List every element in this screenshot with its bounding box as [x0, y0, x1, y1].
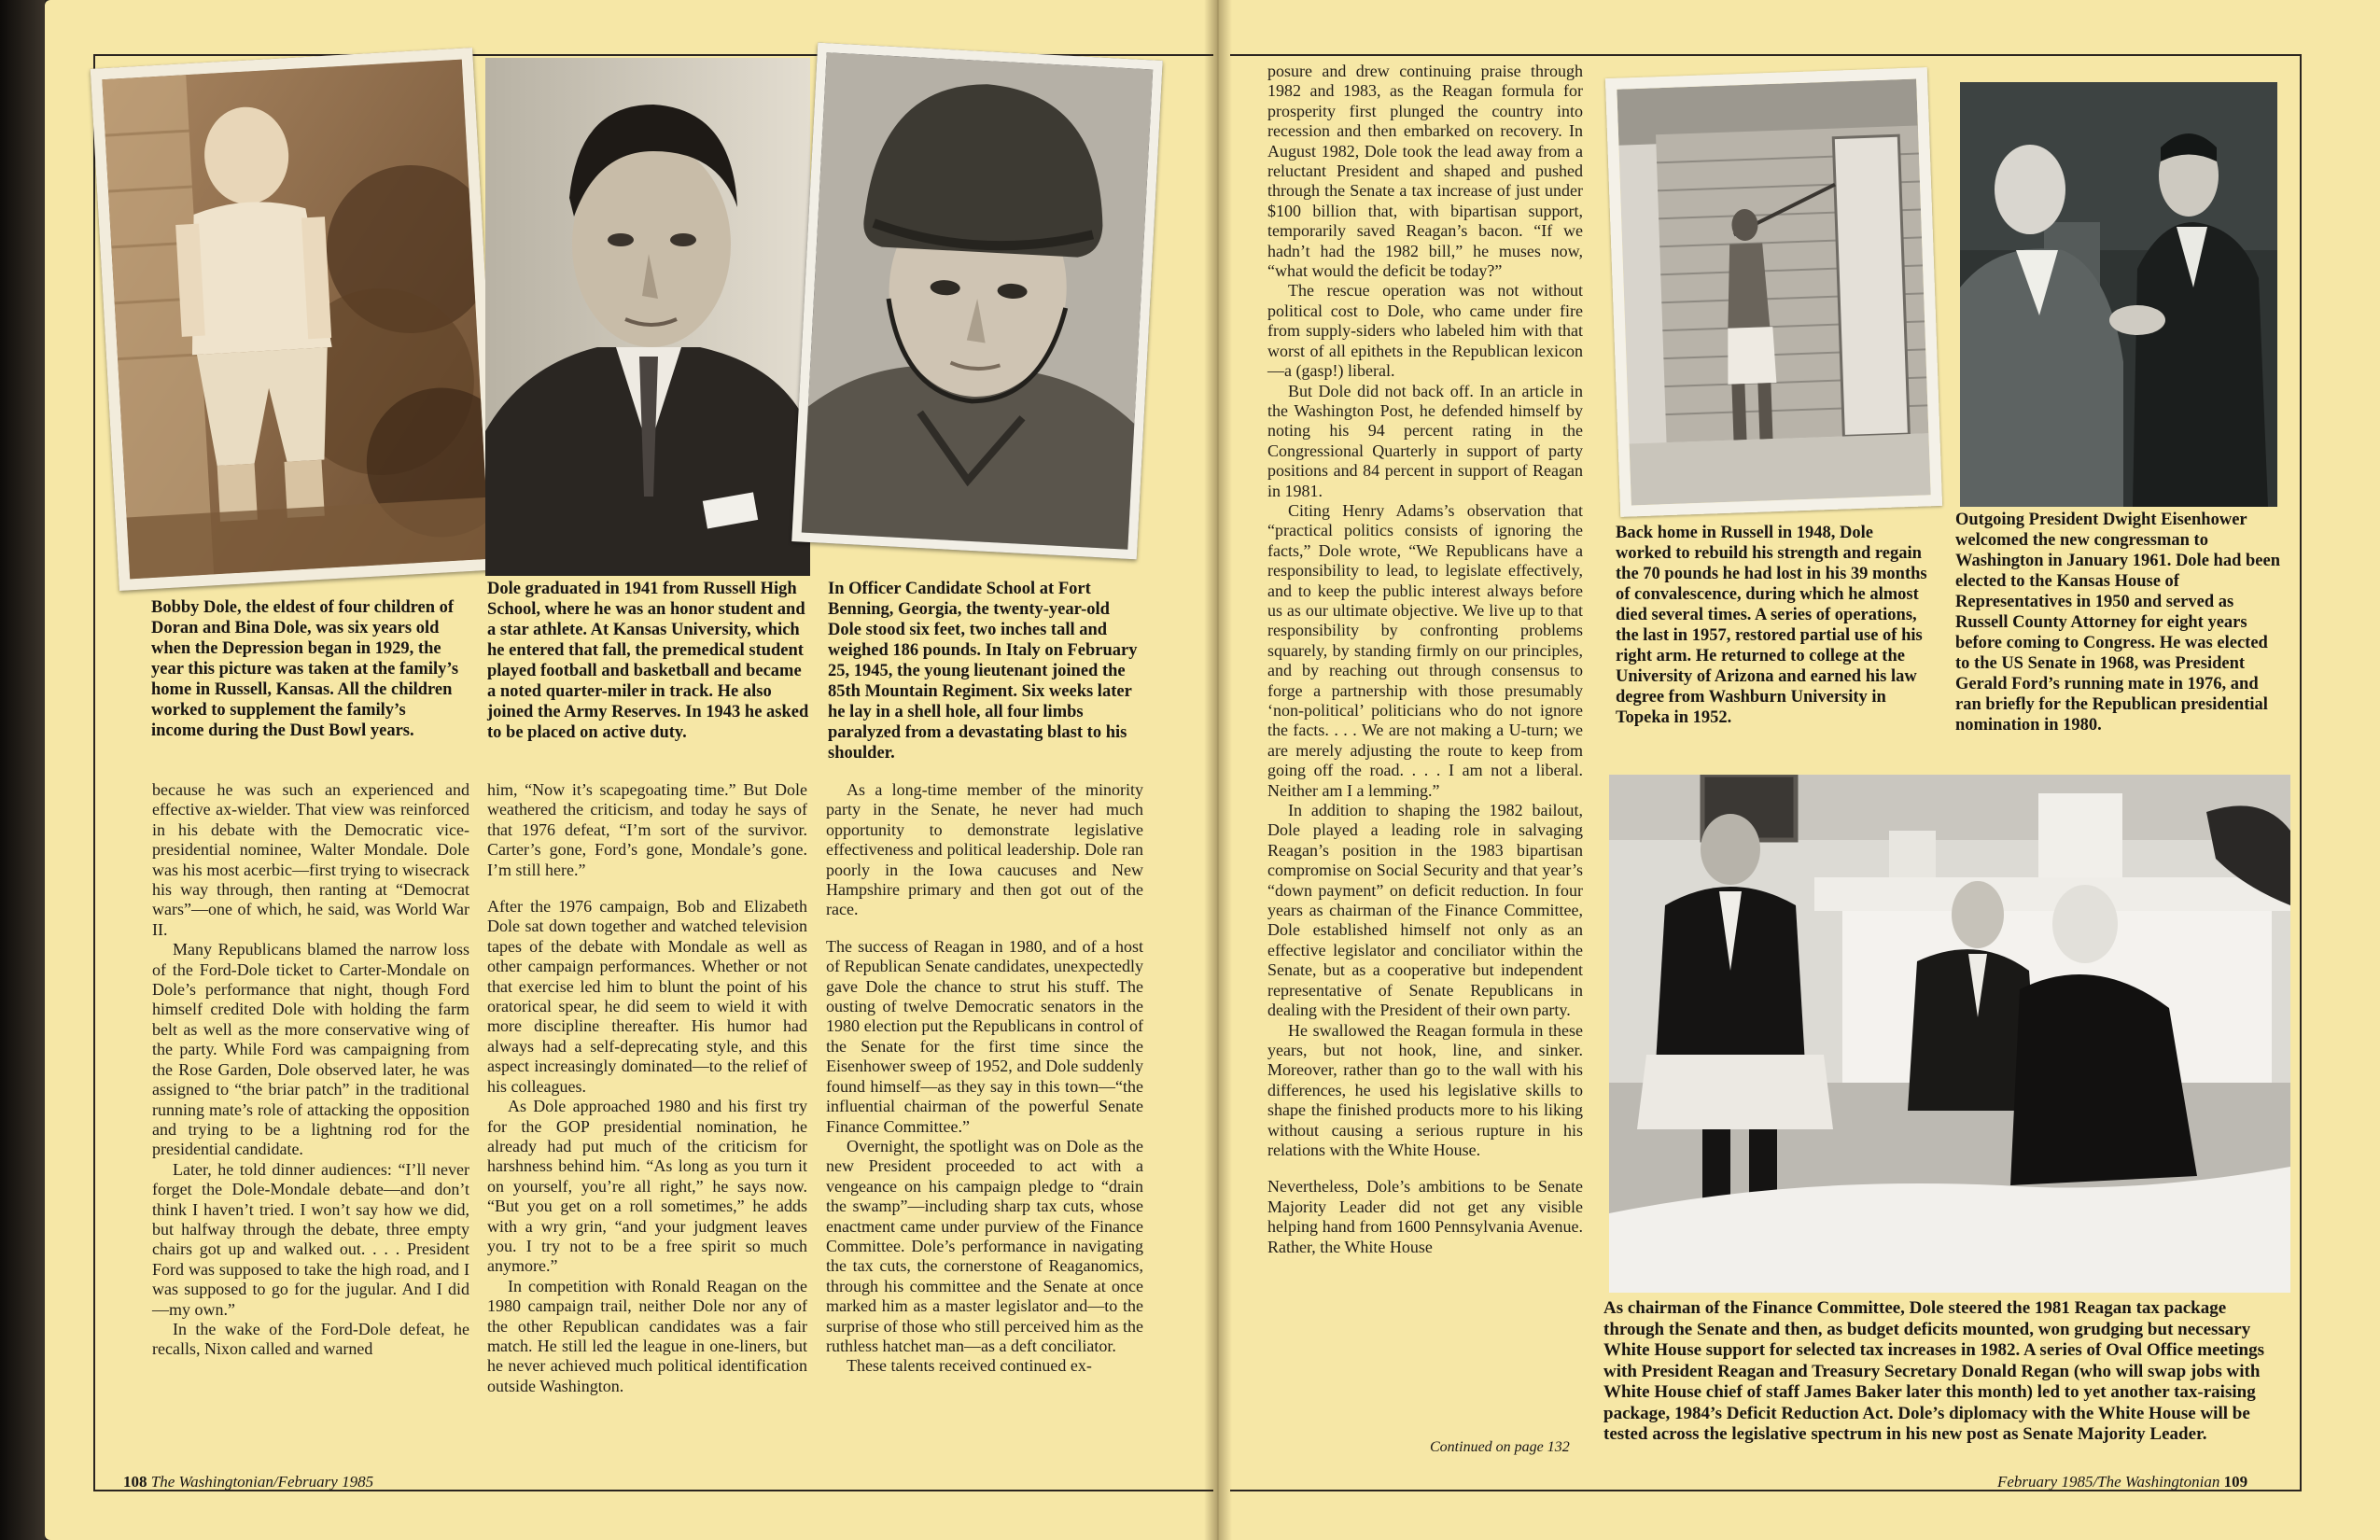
paragraph: In competition with Ronald Reagan on the 1980 campaign trail, neither Dole nor any of the other Republican candidates was a fair match. He still led the league in one-liners, but he never achieved much political identification outside Washington. [487, 1276, 807, 1395]
paragraph: The success of Reagan in 1980, and of a host of Republican Senate candidates, unexpectedly gave Dole the chance to strut his stuff. The ousting of twelve Democratic senators in the 1980 election put the Republicans in control of the Senate for the first time since the Eisenhower sweep of 1952, and Dole suddenly found himself—as they say in this town—“the influential chairman of the powerful Senate Finance Committee.” [826, 936, 1143, 1136]
soldier-caption: In Officer Candidate School at Fort Benning, Georgia, the twenty-year-old Dole stood six feet, two inches tall and weighed 186 pounds. In Italy on February 25, 1945, the young lieutenant joined the 85th Mountain Regiment. Six weeks later he lay in a shell hole, all four limbs paralyzed from a devastating blast to his shoulder. [828, 580, 1138, 763]
paragraph: As Dole approached 1980 and his first try for the GOP presidential nomination, he already had put much of the criticism for harshness behind him. “As long as you turn it on yourself, you’re all right,” he says now. “But you get on a roll sometimes,” he adds with a wry grin, “and your judgment leaves you. I try not to be a free spirit so much anymore.” [487, 1097, 807, 1276]
left-column-2 [487, 780, 807, 1396]
paragraph: As a long-time member of the minority party in the Senate, he never had much opportunity to demonstrate legislative effectiveness and political leadership. Dole ran poorly in the Iowa caucuses and New Hampshire primary and then got out of the race. [826, 780, 1143, 919]
right-column-1 [1267, 62, 1583, 1257]
paragraph: After the 1976 campaign, Bob and Elizabeth Dole sat down together and watched television tapes of the debate with Mondale as well as other campaign performances. Whether or not that exercise led him to blunt the point of his oratorical spear, he did seem to wield it with more discipline thereafter. His humor had always had a self-deprecating style, and this aspect increasingly dominated—to the relief of his colleagues. [487, 897, 807, 1096]
oval-office-caption: As chairman of the Finance Committee, Dole steered the 1981 Reagan tax package through the Senate and then, as budget deficits mounted, won grudging but necessary White House support for selected tax increases in 1982. A series of Oval Office meetings with President Reagan and Treasury Secretary Donald Regan (who will swap jobs with White House chief of staff James Baker later this month) led to yet another tax-raising package, 1984’s Deficit Reduction Act. Dole’s diplomacy with the White House will be tested across the legislative spectrum in his new post as Senate Majority Leader. [1603, 1298, 2265, 1444]
oval-office-photo [1609, 775, 2290, 1293]
paragraph: Many Republicans blamed the narrow loss of the Ford-Dole ticket to Carter-Mondale on Dole’s performance that night, though Ford himself credited Dole with holding the farm belt as well as the more conservative wing of the party. While Ford was campaigning from the Rose Garden, Dole observed later, he was assigned to “the briar patch” in the traditional running mate’s role of attacking the opposition and trying to be a lightning rod for the presidential candidate. [152, 940, 469, 1159]
paragraph: posure and drew continuing praise through 1982 and 1983, as the Reagan formula for prosperity first plunged the country into recession and then embarked on recovery. In August 1982, Dole took the lead away from a reluctant President and shaped and pushed through the Senate a tax increase of just under $100 billion that, with bipartisan support, temporarily saved Reagan’s bacon. “If we hadn’t had the 1982 bill,” he muses now, “what would the deficit be today?” [1267, 62, 1583, 281]
russell-caption: Back home in Russell in 1948, Dole worked to rebuild his strength and regain the 70 pounds he had lost in his 39 months of convalescence, during which he almost died several times. A series of operations, the last in 1957, restored partial use of his right arm. He returned to college at the University of Arizona and earned his law degree from Washburn University in Topeka in 1952. [1616, 524, 1927, 727]
paragraph: He swallowed the Reagan formula in these years, but not hook, line, and sinker. Moreover, rather than go to the wall with his differences, he used his legislative skills to shape the finished products more to his liking without causing a serious rupture in his relations with the White House. [1267, 1020, 1583, 1159]
paragraph: In the wake of the Ford-Dole defeat, he recalls, Nixon called and warned [152, 1319, 469, 1359]
eisenhower-caption: Outgoing President Dwight Eisenhower welcomed the new congressman to Washington in January 1961. Dole had been elected to the Kansas House of Representatives in 1950 and served as Russell County Attorney for eight years before coming to Congress. He was elected to the US Senate in 1968, was President Gerald Ford’s running mate in 1976, and ran briefly for the Republican presidential nomination in 1980. [1955, 511, 2280, 735]
baby-caption: Bobby Dole, the eldest of four children of Doran and Bina Dole, was six years old when the Depression began in 1929, the year this picture was taken at the family’s home in Russell, Kansas. All the children worked to supplement the family’s income during the Dust Bowl years. [151, 598, 459, 740]
graduate-portrait [485, 58, 810, 576]
paragraph: him, “Now it’s scapegoating time.” But Dole weathered the criticism, and today he says of that 1976 defeat, “I’m sort of the survivor. Carter’s gone, Ford’s gone, Mondale’s gone. I’m still here.” [487, 780, 807, 879]
left-folio [123, 1473, 373, 1491]
left-column-3 [826, 780, 1143, 1377]
paragraph: These talents received continued ex- [847, 1356, 1092, 1376]
right-folio [1997, 1473, 2247, 1491]
baby-photo [91, 48, 502, 591]
paragraph: In addition to shaping the 1982 bailout, Dole played a leading role in salvaging Reagan’s position in the 1983 bipartisan compromise on Social Security and that year’s “down payment” on deficit reduction. In four years as chairman of the Finance Committee, Dole established himself not only as an effective legislator and conciliator within the Senate, but as a cooperative but independent representative of Senate Republicans in dealing with the President of their own party. [1267, 801, 1583, 1020]
paragraph: Nevertheless, Dole’s ambitions to be Senate Majority Leader did not get any visible helping hand from 1600 Pennsylvania Avenue. Rather, the White House [1267, 1177, 1583, 1256]
page-number: 108 [123, 1473, 147, 1491]
soldier-photo [791, 43, 1162, 560]
eisenhower-photo [1960, 82, 2277, 507]
publication-line: The Washingtonian/February 1985 [150, 1473, 374, 1491]
paragraph: But Dole did not back off. In an article in the Washington Post, he defended himself by noting his 94 percent rating in the Congressional Quarterly in support of party positions and 84 percent in support of Reagan in 1981. [1267, 381, 1583, 500]
background-edge [0, 0, 45, 1540]
paragraph: because he was such an experienced and effective ax-wielder. That view was reinforced in his debate with the Democratic vice-presidential nominee, Walter Mondale. Dole was his most acerbic—first trying to wisecrack his way through, then ranting at “Democrat wars”—one of which, he said, was World War II. [152, 780, 469, 939]
page-number: 109 [2223, 1473, 2248, 1491]
publication-line: February 1985/The Washingtonian [1997, 1473, 2220, 1491]
paragraph: Later, he told dinner audiences: “I’ll never forget the Dole-Mondale debate—and don’t think I haven’t tried. I won’t say how we did, but halfway through the debate, three empty chairs got up and walked out. . . . President Ford was supposed to take the high road, and I was supposed to go for the jugular. And I did—my own.” [152, 1159, 469, 1319]
left-column-1 [152, 780, 469, 1360]
paragraph: The rescue operation was not without political cost to Dole, who came under fire from supply-siders who labeled him with that worst of all epithets in the Republican lexicon—a (gasp!) liberal. [1267, 281, 1583, 381]
russell-1948-photo [1605, 67, 1942, 517]
paragraph: Citing Henry Adams’s observation that “practical politics consists of ignoring the facts,” Dole wrote, “We Republicans have a responsibility to lead, to legislate effectively, and to keep the public interest always before us as our ultimate objective. We live up to that responsibility by confronting problems squarely, by standing firmly on our principles, and by reaching out through consensus to forge a partnership with those presumably ‘non-political’ politicians who do not ignore the facts. . . . We are not making a U-turn; we are merely adjusting the route to keep from going off the road. . . . I am not a liberal. Neither am I a lemming.” [1267, 500, 1583, 800]
paragraph: Overnight, the spotlight was on Dole as the new President proceeded to act with a vengeance on his campaign pledge to “drain the swamp”—including sharp tax cuts, whose enactment came under purview of the Finance Committee. Dole’s performance in navigating the tax cuts, the cornerstone of Reaganomics, through his committee and the Senate at once marked him as a master legislator and—to the surprise of those who still perceived him as the ruthless hatchet man—as a deft conciliator. [826, 1136, 1143, 1355]
graduate-caption: Dole graduated in 1941 from Russell High School, where he was an honor student and a star athlete. At Kansas University, which he entered that fall, the premedical student played football and basketball and became a noted quarter-miler in track. He also joined the Army Reserves. In 1943 he asked to be placed on active duty. [487, 580, 809, 742]
continued-note: Continued on page 132 [1430, 1439, 1570, 1455]
